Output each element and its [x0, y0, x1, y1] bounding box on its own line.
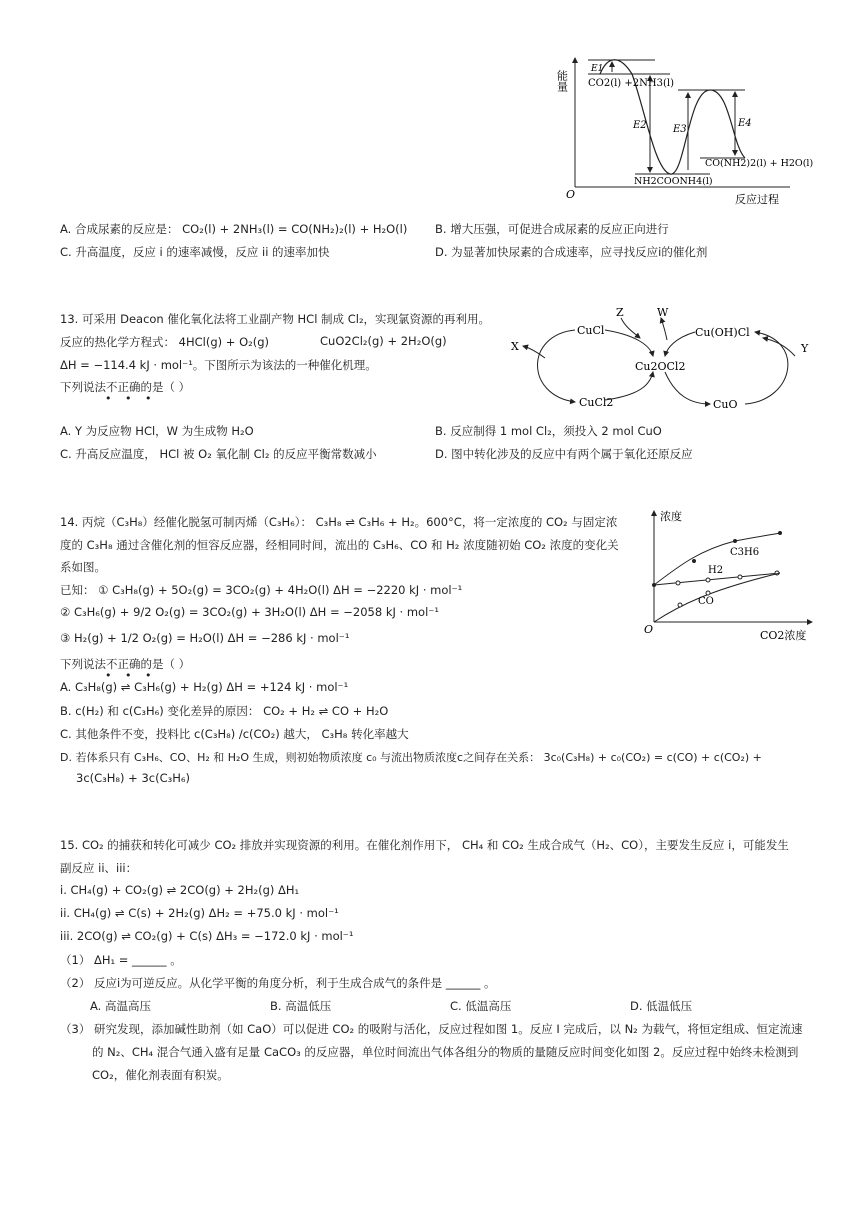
concentration-chart: [640, 505, 820, 645]
q13-question: 下列说法不正确的是（ ）: [60, 380, 191, 394]
co-curve: [654, 573, 780, 622]
cuo-label: CuO: [713, 398, 738, 411]
q13-option-d: D. 图中转化涉及的反应中有两个属于氧化还原反应: [435, 447, 693, 461]
e1-label: E1: [591, 64, 604, 74]
q13-option-b: B. 反应制得 1 mol Cl₂，须投入 2 mol CuO: [435, 424, 662, 438]
q13-option-c: C. 升高反应温度， HCl 被 O₂ 氧化制 Cl₂ 的反应平衡常数减小: [60, 447, 377, 461]
x-label: X: [511, 340, 519, 353]
q12-option-a: A. 合成尿素的反应是： CO₂(l) + 2NH₃(l) = CO(NH₂)₂(l) + H₂O(l): [60, 222, 408, 236]
q13-stem-line3: ΔH = −114.4 kJ · mol⁻¹。下图所示为该法的一种催化机理。: [60, 358, 377, 372]
x-axis-label: CO2浓度: [760, 629, 807, 642]
y-axis-label: 浓度: [660, 510, 682, 523]
q15-reaction-i: i. CH₄(g) + CO₂(g) ⇌ 2CO(g) + 2H₂(g) ΔH₁: [60, 883, 300, 897]
e4-label: E4: [738, 118, 752, 129]
q14-option-d-line2: 3c(C₃H₈) + 3c(C₃H₆): [76, 771, 190, 785]
q14-known-2: ② C₃H₆(g) + 9/2 O₂(g) = 3CO₂(g) + 3H₂O(l) ΔH = −2058 kJ · mol⁻¹: [60, 605, 439, 619]
e3-label: E3: [673, 124, 687, 135]
catalytic-cycle-diagram: [505, 300, 825, 420]
h2-label: H2: [708, 565, 724, 576]
q14-known-3: ③ H₂(g) + 1/2 O₂(g) = H₂O(l) ΔH = −286 kJ · mol⁻¹: [60, 631, 350, 645]
q14-stem-line3: 系如图。: [60, 560, 106, 574]
c3h6-curve: [654, 533, 780, 585]
q15-sub-1: （1） ΔH₁ = ______ 。: [60, 953, 182, 967]
q14-known-1: 已知： ① C₃H₈(g) + 5O₂(g) = 3CO₂(g) + 4H₂O(l) ΔH = −2220 kJ · mol⁻¹: [60, 583, 463, 597]
q15-choice-a: A. 高温高压: [90, 999, 151, 1013]
cu2ocl2-label: Cu2OCl2: [635, 360, 686, 373]
cuohcl-label: Cu(OH)Cl: [695, 326, 750, 339]
q15-choice-d: D. 低温低压: [630, 999, 693, 1013]
q13-stem-line2b: CuO2Cl₂(g) + 2H₂O(g): [320, 334, 447, 348]
q15-stem-line2: 副反应 ii、iii：: [60, 861, 138, 875]
w-label: W: [657, 306, 669, 319]
y-label: Y: [801, 342, 809, 355]
e2-label: E2: [633, 120, 647, 131]
energy-curve: [600, 60, 745, 174]
co-label: CO: [698, 596, 714, 607]
q13-stem-line2a: 反应的热化学方程式： 4HCl(g) + O₂(g): [60, 335, 269, 349]
q12-option-c: C. 升高温度，反应 i 的速率减慢，反应 ii 的速率加快: [60, 245, 330, 259]
energy-diagram: [555, 50, 820, 210]
q13-emphasis-dots: • • •: [105, 392, 157, 405]
z-label: Z: [616, 306, 624, 319]
q12-option-d: D. 为显著加快尿素的合成速率，应寻找反应i的催化剂: [435, 245, 708, 259]
q14-option-a: A. C₃H₈(g) ⇌ C₃H₆(g) + H₂(g) ΔH = +124 kJ · mol⁻¹: [60, 680, 349, 694]
q15-stem-line1: 15. CO₂ 的捕获和转化可减少 CO₂ 排放并实现资源的利用。在催化剂作用下， CH₄ 和 CO₂ 生成合成气（H₂、CO），主要发生反应 i，可能发生: [60, 838, 789, 852]
q15-reaction-iii: iii. 2CO(g) ⇌ CO₂(g) + C(s) ΔH₃ = −172.0 kJ · mol⁻¹: [60, 929, 354, 943]
q14-option-c: C. 其他条件不变，投料比 c(C₃H₈) /c(CO₂) 越大， C₃H₈ 转化率越大: [60, 727, 409, 741]
q14-option-d-line1: D. 若体系只有 C₃H₆、CO、H₂ 和 H₂O 生成，则初始物质浓度 c₀ 与流出物质浓度c之间存在关系： 3c₀(C₃H₈) + c₀(CO₂) = c(CO) + c(CO₂) +: [60, 751, 762, 764]
q12-option-b: B. 增大压强，可促进合成尿素的反应正向进行: [435, 222, 669, 236]
origin-label: O: [644, 623, 654, 636]
q14-question: 下列说法不正确的是（ ）: [60, 657, 191, 671]
intermediate-label: NH2COONH4(l): [634, 176, 713, 187]
reactants-label: CO2(l) +2NH3(l): [588, 78, 674, 89]
origin-label: O: [566, 188, 576, 201]
y-axis-label: 能量: [555, 70, 569, 92]
q15-sub-3-line2: 的 N₂、CH₄ 混合气通入盛有足量 CaCO₃ 的反应器，单位时间流出气体各组分的物质的量随反应时间变化如图 2。反应过程中始终未检测到: [92, 1045, 799, 1059]
q14-stem-line2: 度的 C₃H₈ 通过含催化剂的恒容反应器，经相同时间，流出的 C₃H₆、CO 和 H₂ 浓度随初始 CO₂ 浓度的变化关: [60, 538, 619, 552]
cucl-label: CuCl: [577, 324, 605, 337]
q15-choice-c: C. 低温高压: [450, 999, 512, 1013]
q13-option-a: A. Y 为反应物 HCl，W 为生成物 H₂O: [60, 424, 254, 438]
q15-sub-2: （2） 反应i为可逆反应。从化学平衡的角度分析，利于生成合成气的条件是 ______ 。: [60, 976, 496, 990]
q15-sub-3-line3: CO₂，催化剂表面有积炭。: [92, 1068, 229, 1082]
x-axis-label: 反应过程: [735, 193, 779, 206]
q14-option-b: B. c(H₂) 和 c(C₃H₆) 变化差异的原因： CO₂ + H₂ ⇌ CO + H₂O: [60, 704, 389, 718]
cucl2-label: CuCl2: [579, 396, 614, 409]
q14-emphasis-dots: • • •: [105, 669, 157, 682]
q14-stem-line1: 14. 丙烷（C₃H₈）经催化脱氢可制丙烯（C₃H₆）： C₃H₈ ⇌ C₃H₆ + H₂。600°C，将一定浓度的 CO₂ 与固定浓: [60, 515, 618, 529]
q15-sub-3-line1: （3） 研究发现，添加碱性助剂（如 CaO）可以促进 CO₂ 的吸附与活化，反应过程如图 1。反应 I 完成后，以 N₂ 为载气，将恒定组成、恒定流速: [60, 1022, 803, 1036]
products-label: CO(NH2)2(l) + H2O(l): [705, 158, 814, 169]
c3h6-label: C3H6: [730, 547, 760, 558]
q15-choice-b: B. 高温低压: [270, 999, 332, 1013]
q13-stem-line1: 13. 可采用 Deacon 催化氧化法将工业副产物 HCl 制成 Cl₂，实现氯资源的再利用。: [60, 312, 491, 326]
q15-reaction-ii: ii. CH₄(g) ⇌ C(s) + 2H₂(g) ΔH₂ = +75.0 kJ · mol⁻¹: [60, 906, 339, 920]
